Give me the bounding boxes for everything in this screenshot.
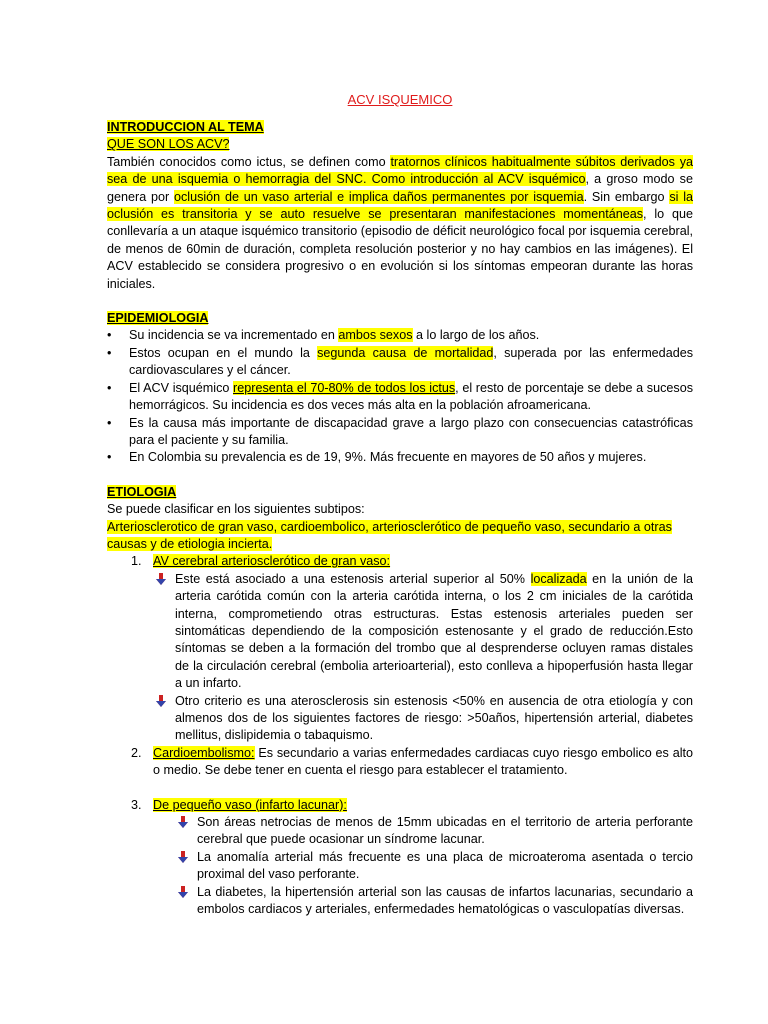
etiologia-item-3: 3. De pequeño vaso (infarto lacunar): Son áreas netrocias de menos de 15mm ubicadas en el territorio de arteria perforante cerebral que puede ocasionar un síndrome lacunar. La anomalía arterial más frecuente es una placa de microateroma asentada o tercio proximal del vaso perforante. La diabetes, la hipertensión arterial son las causas de infartos lacunarias, secundario a embolos cardiacos y arteriales, enfermedades hematológicas o vasculopatías diversas. [107,797,693,919]
arrow-bullet-icon [177,886,189,898]
etiologia-intro: Se puede clasificar en los siguientes subtipos: [107,502,365,517]
sub-list [153,571,693,745]
list-item: • En Colombia su prevalencia es de 19, 9%. Más frecuente en mayores de 50 años y mujeres. [107,449,693,466]
list-item: • El ACV isquémico representa el 70-80% de todos los ictus, el resto de porcentaje se debe a sucesos hemorrágicos. Su incidencia es dos veces más alta en la población afroamericana. [107,380,693,415]
list-item: • Es la causa más importante de discapacidad grave a largo plazo con consecuencias catastróficas para el paciente y su familia. [107,415,693,450]
list-item: • Estos ocupan en el mundo la segunda causa de mortalidad, superada por las enfermedades cardiovasculares y el cáncer. [107,345,693,380]
intro-highlight-2: oclusión de un vaso arterial e implica daños permanentes por isquemia [173,189,584,204]
list-item: La anomalía arterial más frecuente es una placa de microateroma asentada o tercio proximal del vaso perforante. [175,849,693,884]
intro-subheading: QUE SON LOS ACV? [107,137,230,152]
intro-highlight-1: tratornos clínicos habitualmente súbitos derivados ya sea de una isquemia o hemorragia del SNC. [107,154,693,187]
list-item: La diabetes, la hipertensión arterial son las causas de infartos lacunarias, secundario a embolos cardiacos y arteriales, enfermedades hematológicas o vasculopatías diversas. [175,884,693,919]
sub-list [175,814,693,918]
list-item: Este está asociado a una estenosis arterial superior al 50% localizada en la unión de la arteria carótida común con la arteria carótida interna, o los 2 cm iniciales de la carótida interna, comprometiendo otras estructuras. Estas estenosis arteriales pueden ser sintomáticas dependiendo de la composición estenosante y el grado de reducción.Esto síntomas se deben a la formación del trombo que al desprenderse ocluyen ramas distales de la circulación cerebral (embolia arterioarterial), esto conlleva a hipoperfusión hasta llegar a un infarto. [153,571,693,693]
etiologia-heading: ETIOLOGIA [107,484,177,499]
arrow-bullet-icon [155,695,167,707]
arrow-bullet-icon [155,573,167,585]
etiologia-subtypes: Arteriosclerotico de gran vaso, cardioembolico, arteriosclerótico de pequeño vaso, secundario a otras causas y de etiologia incierta. [107,519,672,551]
epidemiologia-heading: EPIDEMIOLOGIA [107,311,209,326]
etiologia-item-gap [107,780,693,797]
intro-heading: INTRODUCCION AL TEMA [107,120,264,134]
etiologia-section [107,484,693,919]
document-title: ACV ISQUEMICO [347,92,453,107]
intro-highlight-3: si la oclusión es transitoria y se auto resuelve se presentaran manifestaciones momentáneas [107,189,693,222]
etiologia-item-2: 2. Cardioembolismo: Es secundario a varias enfermedades cardiacas cuyo riesgo embolico es alto o medio. Se debe tener en cuenta el riesgo para establecer el tratamiento. [131,745,693,778]
epidemiologia-list [107,327,693,466]
list-item: • Su incidencia se va incrementado en ambos sexos a lo largo de los años. [107,327,693,344]
intro-section [107,119,693,293]
arrow-bullet-icon [177,816,189,828]
etiologia-list [107,553,693,918]
intro-paragraph: También conocidos como ictus, se definen como tratornos clínicos habitualmente súbitos derivados ya sea de una isquemia o hemorragia del SNC. Como introducción al ACV isquémico, a groso modo se genera por oclusión de un vaso arterial e implica daños permanentes por isquemia. Sin embargo si la oclusión es transitoria y se auto resuelve se presentaran manifestaciones momentáneas, lo que conllevaría a un ataque isquémico transitorio (episodio de déficit neurológico focal por isquemia cerebral, de menos de 60min de duración, completa resolución posterior y no hay cambios en las imágenes). El ACV establecido se considera progresivo o en evolución si los síntomas empeoran durante las horas iniciales. [107,154,694,291]
etiologia-item-1: 1. AV cerebral arteriosclerótico de gran vaso: Este está asociado a una estenosis arterial superior al 50% localizada en la unión de la arteria carótida común con la arteria carótida interna, o los 2 cm iniciales de la carótida interna, comprometiendo otras estructuras. Estas estenosis arteriales pueden ser sintomáticas dependiendo de la composición estenosante y el grado de reducción.Esto síntomas se deben a la formación del trombo que al desprenderse ocluyen ramas distales de la circulación cerebral (embolia arterioarterial), esto conlleva a hipoperfusión hasta llegar a un infarto. Otro criterio es una aterosclerosis sin estenosis <50% en ausencia de otra etiología y con almenos dos de los siguientes factores de riesgo: >50años, hipertensión arterial, diabetes mellitus, dislipidemia o tabaquismo. [107,553,693,744]
arrow-bullet-icon [177,851,189,863]
list-item: Son áreas netrocias de menos de 15mm ubicadas en el territorio de arteria perforante cerebral que puede ocasionar un síndrome lacunar. [175,814,693,849]
epidemiologia-section [107,310,693,467]
list-item: Otro criterio es una aterosclerosis sin estenosis <50% en ausencia de otra etiología y con almenos dos de los siguientes factores de riesgo: >50años, hipertensión arterial, diabetes mellitus, dislipidemia o tabaquismo. [153,693,693,745]
